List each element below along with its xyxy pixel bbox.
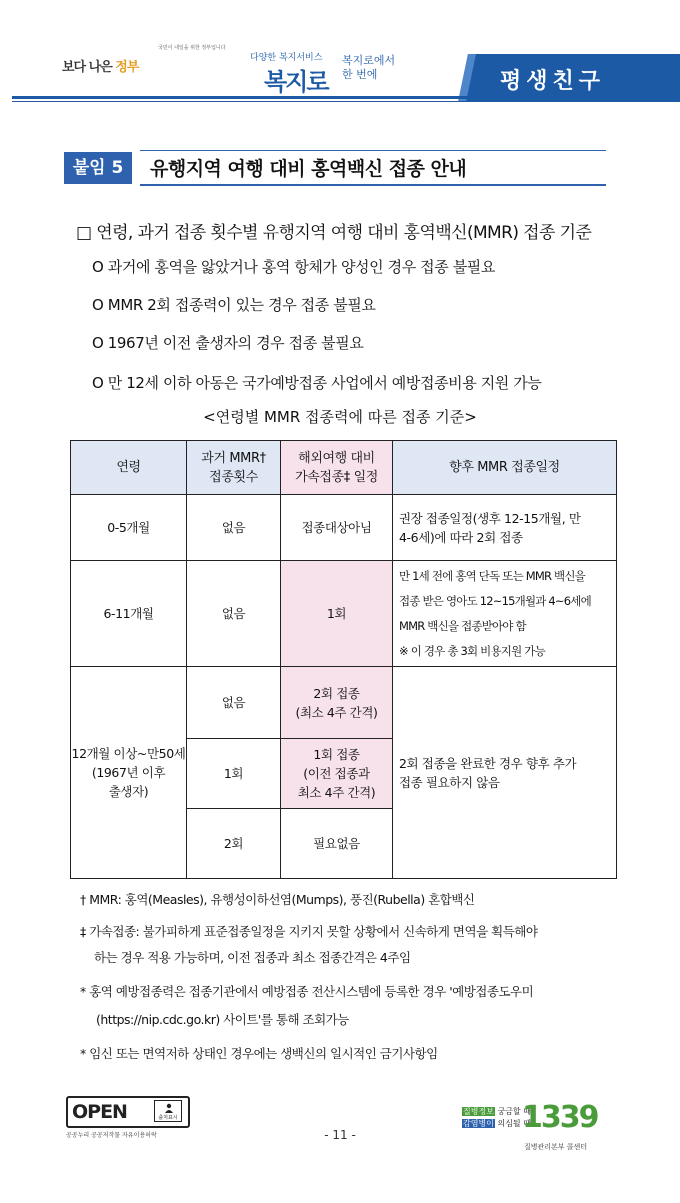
cell-past-doses: 없음 bbox=[187, 667, 281, 739]
kogl-open-label: OPEN bbox=[72, 1101, 127, 1123]
cell-age: 0-5개월 bbox=[71, 495, 187, 561]
cell-future-line: 접종 받은 영아도 12~15개월과 4~6세에 bbox=[399, 593, 591, 608]
cell-future bbox=[393, 667, 617, 879]
cell-future-line: 만 1세 전에 홍역 단독 또는 MMR 백신을 bbox=[399, 568, 585, 583]
page-number: - 11 - bbox=[324, 1128, 356, 1142]
kdca-line-2 bbox=[462, 1118, 531, 1129]
cell-past-doses: 없음 bbox=[187, 495, 281, 561]
header-tag: 평생친구 bbox=[500, 69, 606, 94]
cell-future-line: MMR 백신을 접종받아야 함 bbox=[399, 618, 526, 633]
mmr-schedule-table bbox=[70, 440, 617, 879]
bullet-item: O 과거에 홍역을 앓았거나 홍역 항체가 양성인 경우 접종 불필요 bbox=[92, 258, 495, 276]
government-logo-highlight: 정부 bbox=[115, 60, 139, 75]
kdca-line-1-text: 궁금할 때 bbox=[494, 1107, 531, 1116]
attribution-badge bbox=[154, 1100, 182, 1122]
bokjiro-logo bbox=[240, 40, 400, 96]
page-header bbox=[0, 0, 680, 130]
cell-future-line: 권장 접종일정(생후 12-15개월, 만 bbox=[399, 510, 581, 526]
section-label: 붙임 5 bbox=[64, 152, 132, 184]
section-title-underline bbox=[140, 184, 606, 186]
bokjiro-side-line-1: 복지로에서 bbox=[342, 54, 396, 67]
kdca-line-1-label: 질병정보 bbox=[463, 1107, 494, 1116]
cell-accelerated-line: 2회 접종 bbox=[313, 685, 360, 701]
cell-accelerated-line: 최소 4주 간격) bbox=[297, 785, 376, 800]
table-row bbox=[71, 561, 617, 667]
header-accelerated-line-1: 해외여행 대비 bbox=[298, 450, 375, 466]
cell-future-line: ※ 이 경우 총 3회 비용지원 가능 bbox=[399, 643, 545, 658]
cell-accelerated: 1회 bbox=[281, 561, 393, 667]
cell-past-doses: 1회 bbox=[187, 739, 281, 809]
cell-accelerated bbox=[281, 739, 393, 809]
cell-accelerated: 필요없음 bbox=[281, 809, 393, 879]
footnote-accelerated-cont: 하는 경우 적용 가능하며, 이전 접종과 최소 접종간격은 4주임 bbox=[94, 950, 411, 965]
kdca-number bbox=[522, 1100, 598, 1135]
cell-accelerated-line: (최소 4주 간격) bbox=[295, 704, 378, 720]
footnote-history: * 홍역 예방접종력은 접종기관에서 예방접종 전산시스템에 등록한 경우 '예방접종도우미 bbox=[80, 984, 534, 999]
bokjiro-brand: 복지로 bbox=[264, 68, 328, 96]
cell-future-line: 2회 접종을 완료한 경우 향후 추가 bbox=[399, 755, 577, 771]
bokjiro-side-text bbox=[342, 54, 402, 82]
header-future-schedule: 향후 MMR 접종일정 bbox=[393, 441, 617, 495]
kdca-line-2-label: 감염병이 bbox=[463, 1119, 494, 1128]
header-accelerated-line-2: 가속접종‡ 일정 bbox=[295, 469, 378, 485]
cell-future-line: 4-6세)에 따라 2회 접종 bbox=[399, 529, 523, 545]
table-row bbox=[71, 667, 617, 739]
bullet-item: O 만 12세 이하 아동은 국가예방접종 사업에서 예방접종비용 지원 가능 bbox=[92, 374, 542, 392]
cell-past-doses: 2회 bbox=[187, 809, 281, 879]
header-divider-thin bbox=[12, 101, 668, 102]
cell-age-line: 출생자) bbox=[108, 784, 149, 799]
kdca-line-1 bbox=[462, 1106, 531, 1117]
header-past-doses-line-2: 접종횟수 bbox=[209, 469, 258, 485]
header-divider bbox=[12, 96, 668, 99]
cell-future bbox=[393, 495, 617, 561]
header-age: 연령 bbox=[71, 441, 187, 495]
kogl-subtext: 공공누리 공공저작물 자유이용허락 bbox=[66, 1132, 157, 1139]
cell-age-line: (1967년 이후 bbox=[91, 765, 166, 780]
bullet-item: O 1967년 이전 출생자의 경우 접종 불필요 bbox=[92, 334, 364, 352]
cell-future bbox=[393, 561, 617, 667]
table-header-row bbox=[71, 441, 617, 495]
header-past-doses-line-1: 과거 MMR† bbox=[201, 450, 266, 466]
table-row bbox=[71, 495, 617, 561]
kdca-call-center-logo bbox=[462, 1100, 622, 1160]
footnote-mmr: † MMR: 홍역(Measles), 유행성이하선염(Mumps), 풍진(Rubella) 혼합백신 bbox=[80, 892, 475, 907]
cell-future-line: 접종 필요하지 않음 bbox=[399, 774, 500, 790]
footnote-accelerated: ‡ 가속접종: 불가피하게 표준접종일정을 지키지 못할 상황에서 신속하게 면역을 획득해야 bbox=[80, 924, 538, 939]
cell-accelerated-line: (이전 접종과 bbox=[303, 766, 370, 781]
footnote-history-cont: (https://nip.cdc.go.kr) 사이트'를 통해 조회가능 bbox=[96, 1012, 349, 1027]
section-title-top-line bbox=[140, 150, 606, 151]
kdca-subtext: 질병관리본부 콜센터 bbox=[524, 1143, 588, 1151]
bullet-item: O MMR 2회 접종력이 있는 경우 접종 불필요 bbox=[92, 296, 376, 314]
kdca-line-2-text: 의심될 때 bbox=[494, 1119, 531, 1128]
person-icon bbox=[164, 1103, 174, 1113]
kdca-number-text: 1339 bbox=[522, 1100, 598, 1135]
cell-accelerated-line: 1회 접종 bbox=[313, 747, 360, 762]
table-caption: <연령별 MMR 접종력에 따른 접종 기준> bbox=[203, 408, 477, 426]
attribution-badge-label: 출처표시 bbox=[158, 1115, 178, 1121]
cell-age-line: 12개월 이상~만50세 bbox=[71, 746, 186, 761]
bokjiro-tagline: 다양한 복지서비스 bbox=[250, 53, 323, 63]
government-logo-text bbox=[62, 56, 138, 75]
section-title: 유행지역 여행 대비 홍역백신 접종 안내 bbox=[150, 158, 467, 180]
footnote-pregnancy: * 임신 또는 면역저하 상태인 경우에는 생백신의 일시적인 금기사항임 bbox=[80, 1046, 438, 1061]
cell-age: 6-11개월 bbox=[71, 561, 187, 667]
government-logo bbox=[62, 44, 226, 80]
cell-accelerated bbox=[281, 667, 393, 739]
cell-past-doses: 없음 bbox=[187, 561, 281, 667]
header-past-doses bbox=[187, 441, 281, 495]
header-accelerated-schedule bbox=[281, 441, 393, 495]
government-tagline: 국민이 내일을 위한 정부입니다 bbox=[158, 45, 226, 51]
government-logo-prefix: 보다 나은 bbox=[62, 60, 116, 75]
cell-age bbox=[71, 667, 187, 879]
bokjiro-side-line-2: 한 번에 bbox=[342, 68, 378, 81]
cell-accelerated: 접종대상아님 bbox=[281, 495, 393, 561]
criteria-heading: □ 연령, 과거 접종 횟수별 유행지역 여행 대비 홍역백신(MMR) 접종 기준 bbox=[76, 223, 592, 243]
